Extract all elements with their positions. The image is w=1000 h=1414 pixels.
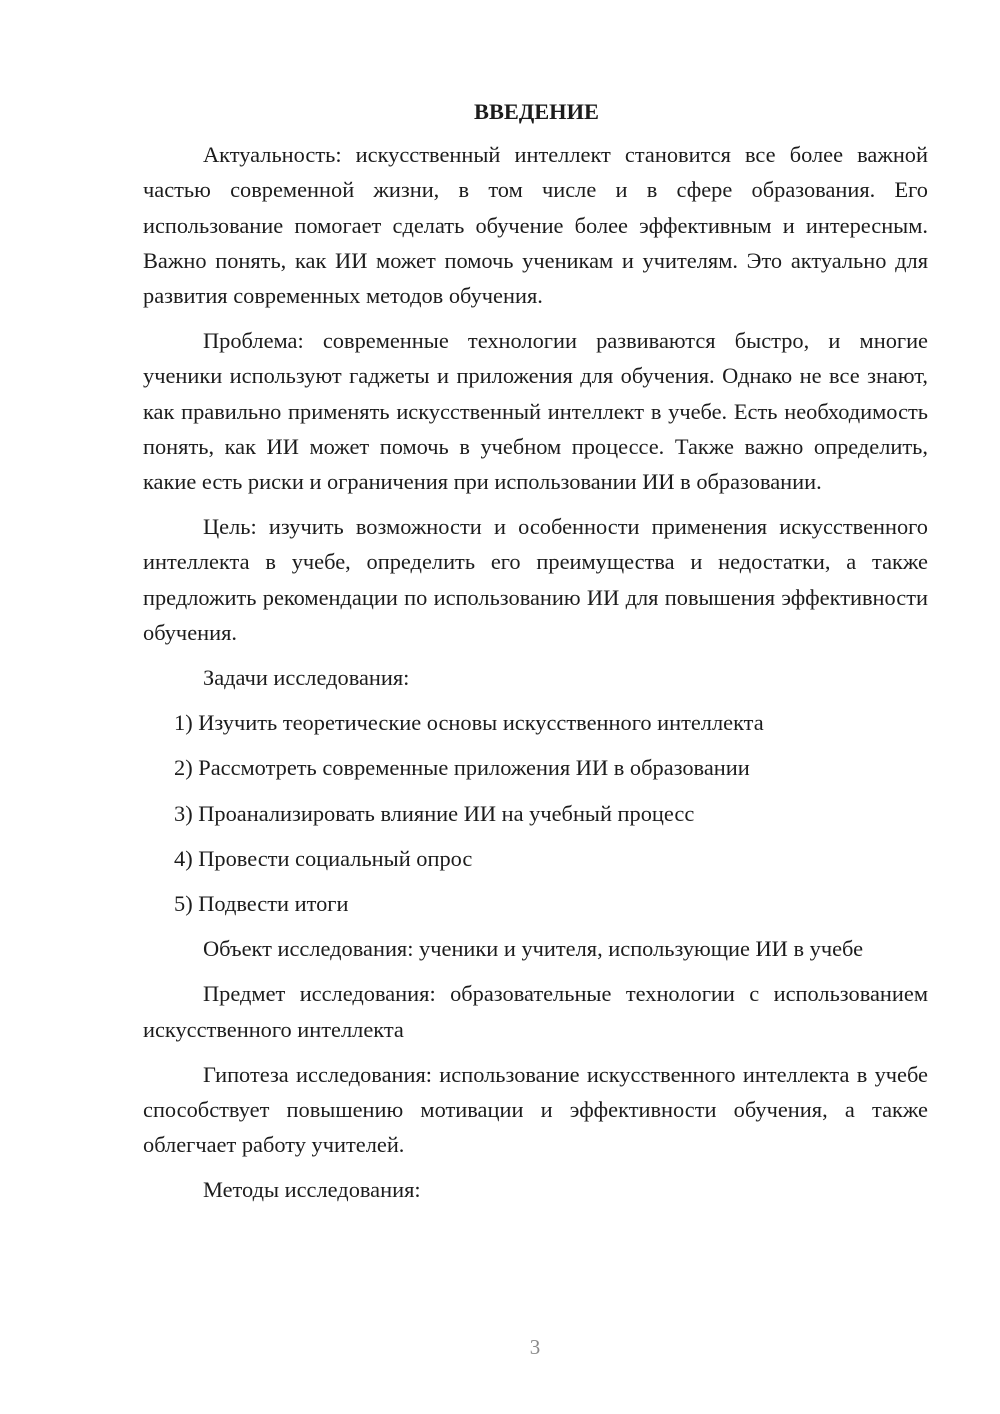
paragraph-problem: Проблема: современные технологии развиваются быстро, и многие ученики используют гаджеты и приложения для обучения. Однако не все знают, как правильно применять искусственный интеллект в учебе. Есть необходимость понять, как ИИ может помочь в учебном процессе. Также важно определить, какие есть риски и ограничения при использовании ИИ в образовании. — [143, 328, 928, 495]
list-item: 1) Изучить теоретические основы искусственного интеллекта — [174, 710, 764, 736]
paragraph-goal: Цель: изучить возможности и особенности применения искусственного интеллекта в учебе, определить его преимущества и недостатки, а также предложить рекомендации по использованию ИИ для повышения эффективности обучения. — [143, 514, 928, 645]
paragraph-methods-title: Методы исследования: — [203, 1177, 421, 1203]
paragraph-tasks-title: Задачи исследования: — [203, 665, 410, 691]
list-item: 2) Рассмотреть современные приложения ИИ в образовании — [174, 755, 750, 781]
list-item: 5) Подвести итоги — [174, 891, 349, 917]
paragraph-subject: Предмет исследования: образовательные технологии с использованием искусственного интеллекта — [143, 981, 928, 1042]
section-heading: ВВЕДЕНИЕ — [474, 99, 599, 124]
page-number: 3 — [529, 1335, 541, 1359]
list-item: 3) Проанализировать влияние ИИ на учебный процесс — [174, 800, 695, 826]
list-item: 4) Провести социальный опрос — [174, 845, 473, 871]
paragraph-hypothesis: Гипотеза исследования: использование искусственного интеллекта в учебе способствует повышению мотивации и эффективности обучения, а также облегчает работу учителей. — [143, 1061, 928, 1158]
tasks-list — [143, 705, 928, 921]
page-content — [143, 94, 928, 1218]
paragraph-object: Объект исследования: ученики и учителя, использующие ИИ в учебе — [203, 936, 864, 962]
paragraph-relevance: Актуальность: искусственный интеллект становится все более важной частью современной жизни, в том числе и в сфере образования. Его использование помогает сделать обучение более эффективным и интересным. Важно понять, как ИИ может помочь ученикам и учителям. Это актуально для развития современных методов обучения. — [143, 142, 928, 309]
